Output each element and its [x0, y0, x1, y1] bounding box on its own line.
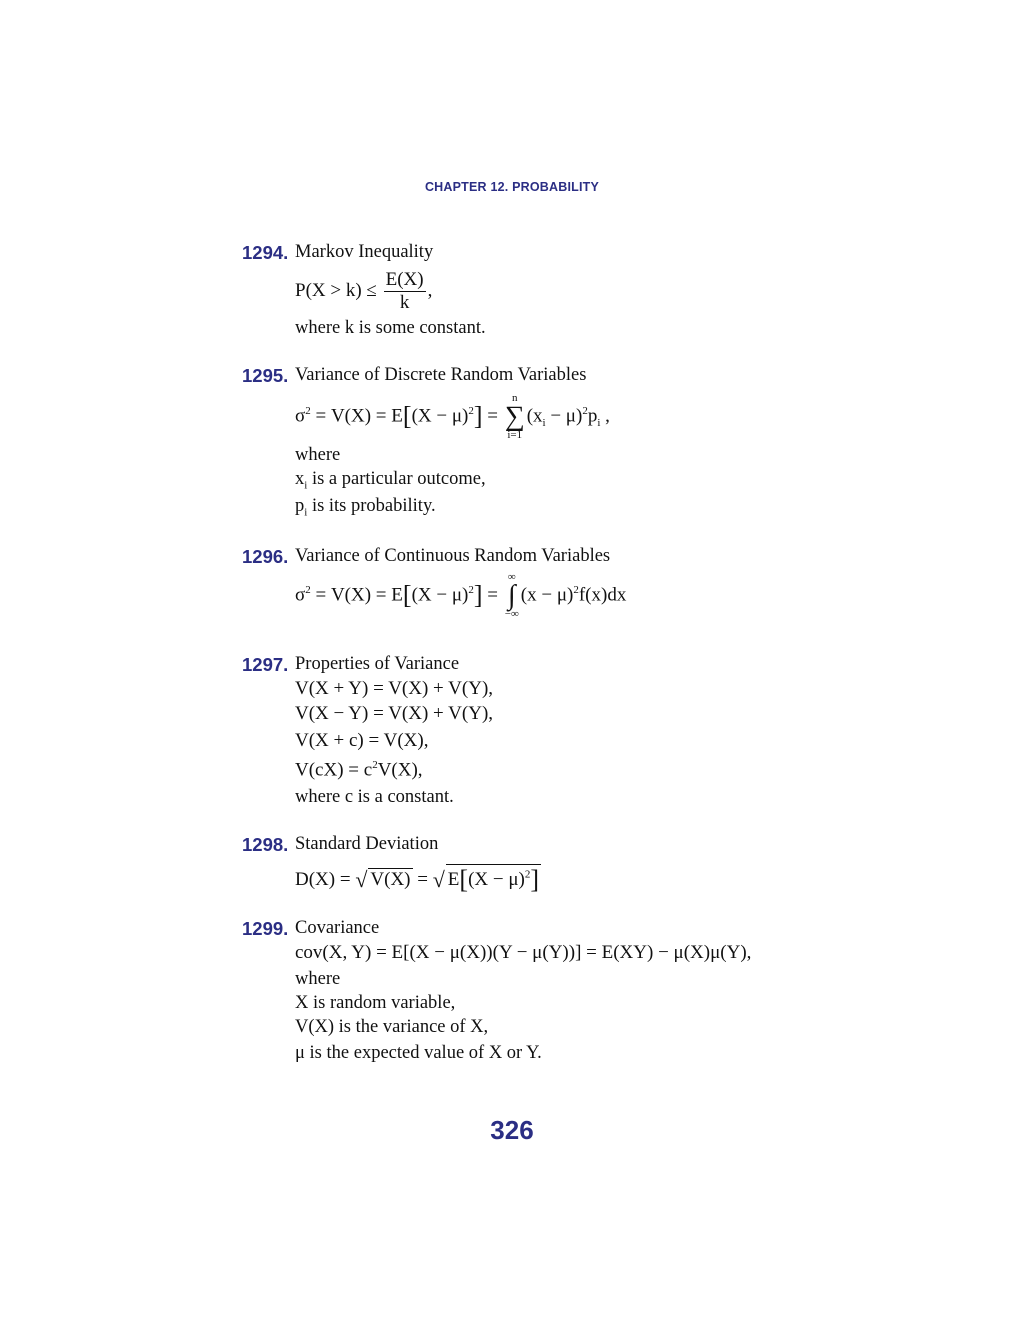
- sigma-symbol: σ: [295, 405, 306, 427]
- entry-number: 1297.: [242, 654, 289, 675]
- fraction-numerator: E(X): [385, 269, 424, 290]
- var-p: p: [295, 496, 305, 516]
- formula-part: E: [447, 869, 460, 890]
- property-line: V(X − Y) = V(X) + V(Y),: [295, 703, 494, 724]
- entry-number: 1294.: [242, 242, 289, 263]
- formula-covariance: cov(X, Y) = E[(X − μ(X))(Y − μ(Y))] = E(XY) − μ(X)μ(Y),: [295, 942, 752, 963]
- formula-part: p: [587, 405, 598, 427]
- formula-markov: [295, 269, 432, 314]
- radical-icon: √: [355, 867, 368, 892]
- formula-std-dev: [295, 864, 541, 895]
- formula-part: =: [482, 584, 503, 606]
- formula-part: ,: [600, 405, 610, 427]
- formula-part: (x − μ): [520, 584, 574, 606]
- formula-part: V(X),: [377, 759, 423, 781]
- formula-part: =: [412, 869, 433, 890]
- entry-title: Markov Inequality: [295, 242, 434, 262]
- page-number: 326: [490, 1115, 534, 1145]
- formula-part: f(x)dx: [578, 584, 627, 606]
- formula-part: (X − μ): [468, 869, 525, 890]
- entry-number: 1298.: [242, 834, 289, 855]
- formula-part: − μ): [545, 405, 583, 427]
- definition-text: is a particular outcome,: [307, 469, 486, 489]
- entry-title: Standard Deviation: [295, 834, 439, 854]
- fraction: [384, 269, 426, 314]
- summation: [505, 393, 525, 441]
- property-line: $V(cX) = c^2V(X)$,: [295, 759, 423, 781]
- definition-line: X is random variable,: [295, 993, 456, 1013]
- entry-number: 1299.: [242, 918, 289, 939]
- integral: [505, 572, 519, 620]
- property-line: V(X + Y) = V(X) + V(Y),: [295, 678, 494, 699]
- chapter-header: CHAPTER 12. PROBABILITY: [424, 180, 600, 194]
- entry-number: 1296.: [242, 546, 289, 567]
- formula-discrete-variance: $\sigma^2 = V(X) = E[(X - \mu)^2]$ = n ∑ i=1 $(x_i - \mu)^2p_i$ ,: [295, 392, 610, 441]
- radical-icon: √: [432, 867, 445, 892]
- definition-pi: $p_i$ is its probability.: [295, 496, 436, 519]
- formula-lhs: P(X > k) ≤: [295, 279, 377, 301]
- entry-title: Properties of Variance: [295, 654, 460, 674]
- entry-note: where k is some constant.: [295, 318, 486, 338]
- sigma-symbol: σ: [295, 584, 306, 606]
- definition-text: is its probability.: [307, 496, 436, 516]
- entry-title: Variance of Continuous Random Variables: [295, 546, 611, 566]
- radicand: V(X): [370, 869, 411, 890]
- sum-lower: i=1: [507, 429, 523, 441]
- entry-note: where c is a constant.: [295, 787, 454, 807]
- formula-part: (X − μ): [411, 405, 469, 427]
- where-label: where: [295, 445, 341, 465]
- entry-number: 1295.: [242, 365, 289, 386]
- integral-lower: −∞: [504, 608, 519, 620]
- integral-upper: ∞: [507, 571, 516, 583]
- property-line: V(X + c) = V(X),: [295, 730, 429, 751]
- sum-symbol: ∑: [504, 401, 525, 432]
- radicand: $E[(X - \mu)^2]$: [447, 865, 540, 894]
- entry-title: Covariance: [295, 918, 380, 938]
- formula-part: D(X) =: [295, 869, 356, 890]
- integral-symbol: ∫: [507, 580, 516, 611]
- fraction-denominator: k: [399, 292, 410, 313]
- definition-line: μ is the expected value of X or Y.: [295, 1043, 542, 1063]
- formula-part: (X − μ): [411, 584, 469, 606]
- definition-xi: $x_i$ is a particular outcome,: [295, 469, 486, 492]
- formula-part: = V(X) = E: [310, 405, 403, 427]
- sum-upper: n: [511, 392, 518, 404]
- entry-title: Variance of Discrete Random Variables: [295, 365, 587, 385]
- definition-line: V(X) is the variance of X,: [295, 1017, 489, 1037]
- formula-part: (x: [526, 405, 543, 427]
- formula-part: V(cX) = c: [295, 759, 373, 781]
- formula-continuous-variance: $\sigma^2 = V(X) = E[(X - \mu)^2]$ = ∞ ∫ −∞ $(x - \mu)^2f(x)dx$: [295, 571, 627, 620]
- formula-part: = V(X) = E: [310, 584, 403, 606]
- formula-comma: ,: [427, 279, 433, 301]
- var-x: x: [295, 469, 305, 489]
- formula-part: =: [482, 405, 503, 427]
- where-label: where: [295, 969, 341, 989]
